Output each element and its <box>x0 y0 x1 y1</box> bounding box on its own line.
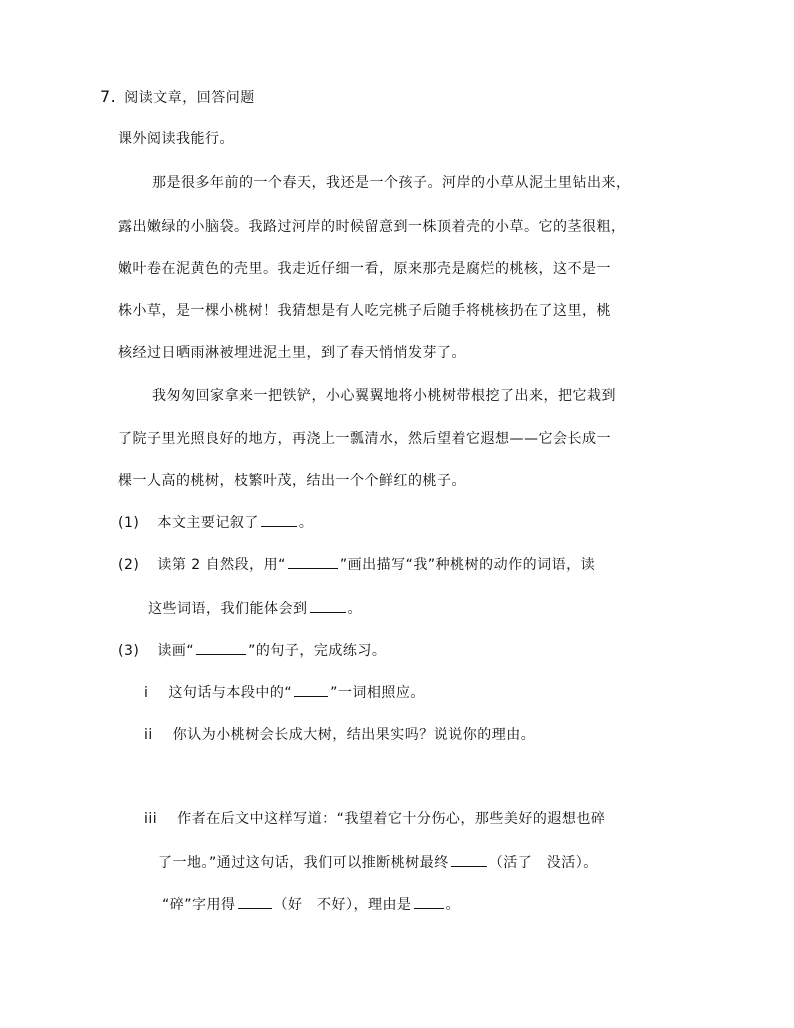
question-subtitle: 课外阅读我能行。 <box>118 131 234 147</box>
item-iii-cont2: “碎”字用得 （好 不好），理由是 。 <box>162 897 461 913</box>
subquestion-number: (3) <box>118 643 140 659</box>
passage-line: 棵一人高的桃树，枝繁叶茂，结出一个个鲜红的桃子。 <box>118 473 466 489</box>
subquestion-2-cont: 这些词语，我们能体会到 。 <box>148 601 362 617</box>
question-heading <box>100 87 255 107</box>
passage-line: 了院子里光照良好的地方，再浇上一瓢清水，然后望着它遐想——它会长成一 <box>118 431 611 447</box>
passage-line: 那是很多年前的一个春天，我还是一个孩子。河岸的小草从泥土里钻出来， <box>152 175 631 191</box>
item-number: i <box>144 685 149 701</box>
answer-blank[interactable] <box>261 514 297 527</box>
item-ii: ii 你认为小桃树会长成大树，结出果实吗？说说你的理由。 <box>144 727 536 743</box>
answer-blank[interactable] <box>238 896 272 909</box>
subquestion-1: (1) 本文主要记叙了 。 <box>118 515 314 531</box>
passage-line: 露出嫩绿的小脑袋。我路过河岸的时候留意到一株顶着壳的小草。它的茎很粗， <box>118 219 626 235</box>
item-iii: iii 作者在后文中这样写道：“我望着它十分伤心，那些美好的遐想也碎 <box>144 811 606 827</box>
answer-blank[interactable] <box>288 556 338 569</box>
answer-blank[interactable] <box>414 896 444 909</box>
question-title: 阅读文章，回答问题 <box>124 90 255 106</box>
item-number: ii <box>144 727 153 743</box>
passage-line: 我匆匆回家拿来一把铁铲，小心翼翼地将小桃树带根挖了出来，把它栽到 <box>152 388 616 404</box>
subquestion-number: (2) <box>118 557 140 573</box>
answer-blank[interactable] <box>294 684 328 697</box>
question-number: 7. <box>100 87 117 106</box>
subquestion-3: (3) 读画“ ”的句子，完成练习。 <box>118 643 387 659</box>
subquestion-2: (2) 读第 2 自然段，用“ ”画出描写“我”种桃树的动作的词语，读 <box>118 557 596 573</box>
passage-line: 核经过日晒雨淋被埋进泥土里，到了春天悄悄发芽了。 <box>118 345 466 361</box>
answer-blank[interactable] <box>310 600 346 613</box>
item-i: i 这句话与本段中的“ ”一词相照应。 <box>144 685 425 701</box>
passage-line: 嫩叶卷在泥黄色的壳里。我走近仔细一看，原来那壳是腐烂的桃核，这不是一 <box>118 261 611 277</box>
passage-line: 株小草，是一棵小桃树！我猜想是有人吃完桃子后随手将桃核扔在了这里，桃 <box>118 303 611 319</box>
item-number: iii <box>144 811 158 827</box>
answer-blank[interactable] <box>196 642 246 655</box>
answer-blank[interactable] <box>451 854 487 867</box>
item-iii-cont: 了一地。”通过这句话，我们可以推断桃树最终 （活了 没活）。 <box>158 855 598 871</box>
subquestion-number: (1) <box>118 515 140 531</box>
